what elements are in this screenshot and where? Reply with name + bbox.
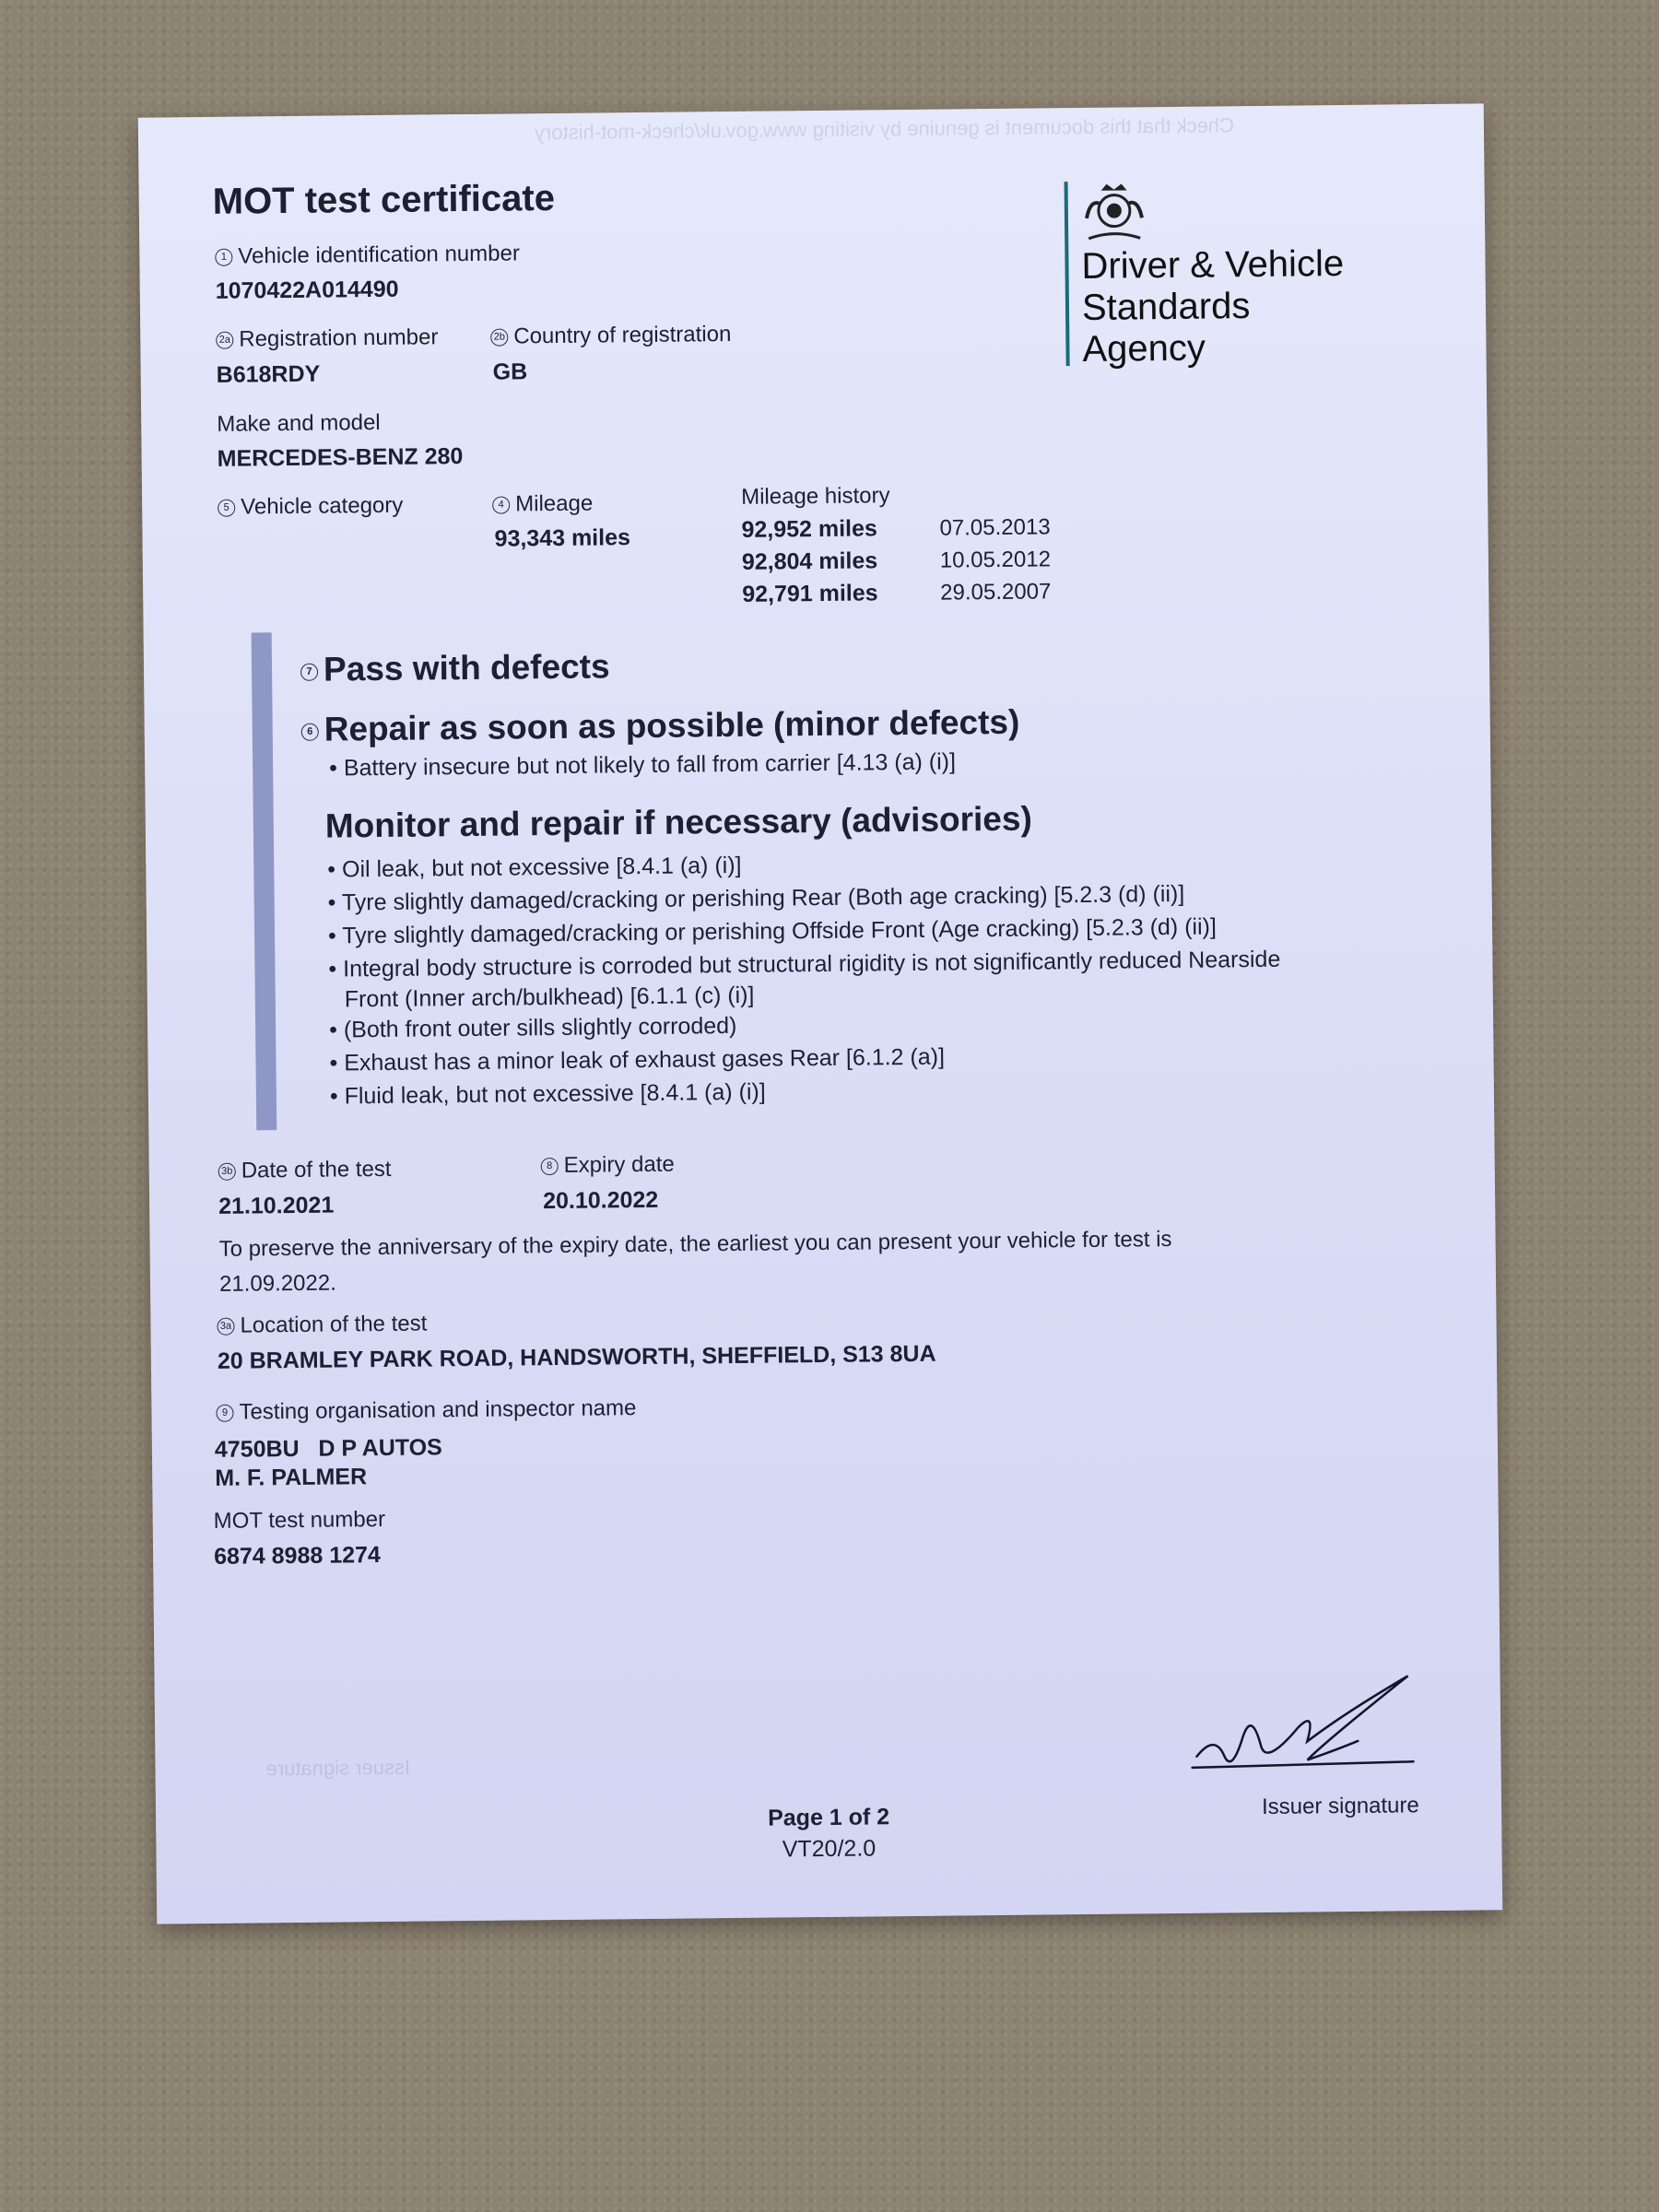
field-number: 5 [218,500,235,517]
test-number-value: 6874 8988 1274 [213,1542,382,1570]
minor-defects-heading [301,703,1020,749]
minor-defect-item: • Battery insecure but not likely to fall from carrier [4.13 (a) (i)] [329,745,956,784]
category-label-text: Vehicle category [241,492,404,520]
mot-certificate-page [138,103,1502,1924]
issuer-signature-label: Issuer signature [1261,1793,1419,1820]
mileage-history-entry [742,546,1051,582]
make-model-label: Make and model [217,409,381,437]
make-model-value: MERCEDES-BENZ 280 [217,443,464,472]
issuer-signature-image [1187,1670,1492,1783]
agency-line: Driver & Vehicle [1081,243,1345,287]
results-side-bar [252,632,277,1130]
mileage-history-list [741,513,1051,614]
result-text: Pass with defects [323,647,610,688]
field-number: 7 [300,663,318,680]
minor-defects-heading-text: Repair as soon as possible (minor defects) [324,702,1020,748]
advisory-item: • Fluid leak, but not excessive [8.4.1 (a) (i)] [330,1068,1418,1112]
advisories-heading: Monitor and repair if necessary (advisories) [324,799,1032,845]
advisory-item: • Exhaust has a minor leak of exhaust gases Rear [6.1.2 (a)] [329,1035,1417,1079]
royal-crest-icon [1081,181,1148,246]
advisory-item: • (Both front outer sills slightly corroded) [329,1002,1417,1046]
agency-line: Agency [1082,327,1206,370]
advisories-list [327,841,1418,1112]
field-number: 6 [301,723,319,740]
mileage-history-entry [741,513,1050,549]
expiry-date-value: 20.10.2022 [542,1186,659,1215]
registration-label [216,324,438,353]
vin-label-text: Vehicle identification number [238,241,521,269]
form-code: VT20/2.0 [782,1835,877,1863]
location-value: 20 BRAMLEY PARK ROAD, HANDSWORTH, SHEFFIELD, S13 8UA [217,1340,936,1374]
history-date: 29.05.2007 [940,579,1052,606]
country-label-text: Country of registration [513,321,732,349]
vin-label [215,241,520,269]
preserve-note-line: To preserve the anniversary of the expiry date, the earliest you can present your vehicle for test is [218,1227,1172,1262]
mileage-value: 93,343 miles [494,524,631,552]
agency-logo-bar [1065,182,1070,366]
field-number: 1 [215,249,232,266]
field-number: 3b [218,1163,236,1181]
preserve-note-line: 21.09.2022. [218,1270,336,1297]
minor-defects-list [329,745,956,784]
test-date-value: 21.10.2021 [218,1192,335,1219]
field-number: 4 [492,497,510,514]
country-value: GB [492,359,528,385]
organisation-label-text: Testing organisation and inspector name [239,1395,637,1425]
expiry-date-label-text: Expiry date [563,1151,675,1178]
category-label [218,493,403,521]
result-heading [300,647,610,689]
show-through-text: Check that this document is genuine by visiting www.gov.uk/check-mot-history [534,113,1234,145]
location-label-text: Location of the test [240,1311,428,1338]
agency-name [1081,243,1345,371]
show-through-text-footer: Issuer signature [265,1755,411,1781]
history-miles: 92,791 miles [742,580,878,607]
field-number: 2a [216,332,233,349]
test-date-label-text: Date of the test [241,1156,392,1183]
field-number: 3a [217,1318,234,1335]
field-number: 9 [216,1405,233,1422]
page-title: MOT test certificate [212,177,556,222]
history-date: 10.05.2012 [939,547,1052,573]
test-date-label [218,1157,392,1184]
field-number: 8 [541,1158,559,1175]
registration-value: B618RDY [216,360,321,388]
advisory-item-continuation: Front (Inner arch/bulkhead) [6.1.1 (c) (i)] [344,982,755,1013]
country-label [490,322,731,350]
field-number: 2b [490,329,508,347]
inspector-name: M. F. PALMER [215,1464,368,1491]
mileage-history-label: Mileage history [740,483,890,510]
page-indicator: Page 1 of 2 [767,1804,890,1831]
advisory-item: • Integral body structure is corroded but structural rigidity is not significantly reduced Nearside [328,941,1416,985]
agency-line: Standards [1081,286,1251,328]
history-date: 07.05.2013 [939,514,1051,541]
test-number-label: MOT test number [213,1506,386,1534]
registration-label-text: Registration number [239,324,439,352]
advisory-item: • Oil leak, but not excessive [8.4.1 (a) (i)] [327,841,1415,886]
organisation-value: 4750BU D P AUTOS [214,1434,442,1463]
organisation-label [216,1395,636,1426]
advisory-item: • Tyre slightly damaged/cracking or perishing Rear (Both age cracking) [5.2.3 (d) (ii)] [328,875,1416,919]
advisory-item: • Tyre slightly damaged/cracking or perishing Offside Front (Age cracking) [5.2.3 (d) (ii)] [328,908,1416,952]
location-label [217,1311,427,1338]
history-miles: 92,952 miles [741,515,877,543]
preserve-note [218,1222,1172,1302]
history-miles: 92,804 miles [741,547,878,575]
expiry-date-label [541,1152,675,1180]
mileage-label-text: Mileage [515,490,594,517]
mileage-history-entry [742,578,1051,614]
vin-value: 1070422A014490 [215,276,399,304]
mileage-label [492,491,593,518]
